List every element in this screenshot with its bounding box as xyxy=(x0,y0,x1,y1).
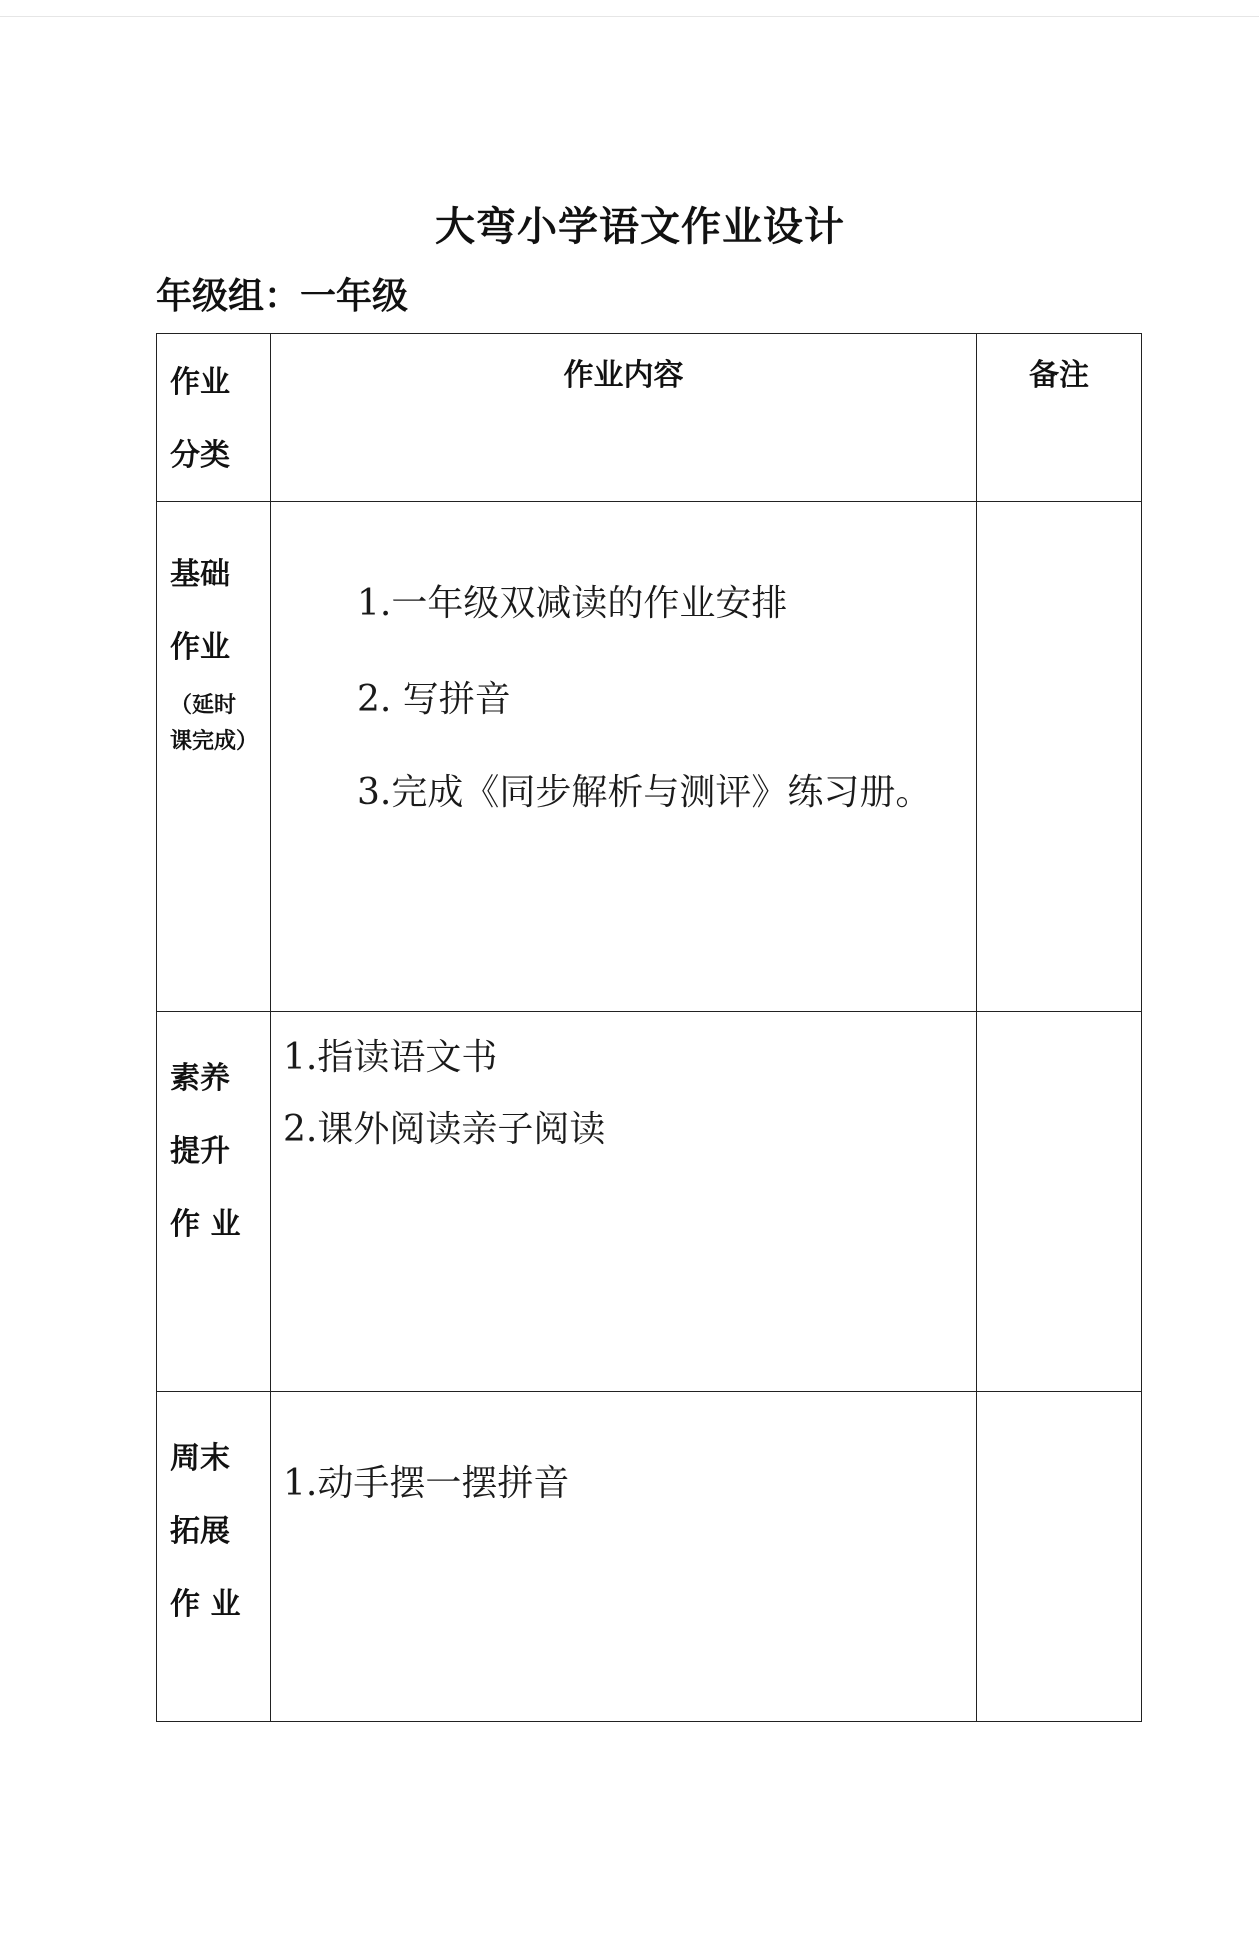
table-row-basic xyxy=(157,502,1142,1012)
row-literacy-item-1: 1.指读语文书 xyxy=(283,1037,498,1078)
row-basic-remarks-cell xyxy=(977,502,1142,1012)
row-literacy-category-line2: 提升 xyxy=(170,1134,230,1169)
row-basic-category-note: （延时课完成） xyxy=(170,693,259,754)
table-header-row xyxy=(157,334,1142,502)
row-literacy-remarks-cell xyxy=(977,1012,1142,1392)
header-remarks-cell xyxy=(977,334,1142,502)
row-literacy-category-line1: 素养 xyxy=(170,1061,230,1096)
header-content-cell xyxy=(271,334,977,502)
table-row-literacy xyxy=(157,1012,1142,1392)
header-remarks-label: 备注 xyxy=(1029,358,1089,393)
row-basic-item-1: 1.一年级双减读的作业安排 xyxy=(357,583,788,624)
row-literacy-category-line3: 作 业 xyxy=(170,1207,241,1242)
row-basic-category-cell xyxy=(157,502,271,1012)
row-weekend-item-1: 1.动手摆一摆拼音 xyxy=(283,1463,570,1504)
grade-group-label: 年级组：一年级 xyxy=(156,276,409,317)
row-basic-category-line2: 作业 xyxy=(170,630,230,665)
header-category-line1: 作业 xyxy=(170,365,230,400)
row-literacy-item-2: 2.课外阅读亲子阅读 xyxy=(283,1109,606,1150)
row-basic-item-2: 2. 写拼音 xyxy=(357,679,511,720)
row-weekend-category-line1: 周末 xyxy=(170,1441,230,1476)
row-weekend-category-cell xyxy=(157,1392,271,1722)
row-basic-item-3: 3.完成《同步解析与测评》练习册。 xyxy=(357,772,932,813)
header-content-label: 作业内容 xyxy=(563,358,684,393)
row-literacy-content-cell xyxy=(271,1012,977,1392)
homework-table xyxy=(156,333,1142,1722)
header-category-line2: 分类 xyxy=(170,438,230,473)
row-weekend-remarks-cell xyxy=(977,1392,1142,1722)
row-weekend-category-line3: 作 业 xyxy=(170,1587,241,1622)
row-literacy-category-cell xyxy=(157,1012,271,1392)
header-category-cell xyxy=(157,334,271,502)
row-weekend-content-cell xyxy=(271,1392,977,1722)
row-basic-content-cell xyxy=(271,502,977,1012)
document-title: 大弯小学语文作业设计 xyxy=(435,204,845,250)
page-top-rule xyxy=(0,16,1259,17)
row-basic-category-line1: 基础 xyxy=(170,557,230,592)
table-row-weekend xyxy=(157,1392,1142,1722)
row-weekend-category-line2: 拓展 xyxy=(170,1514,230,1549)
